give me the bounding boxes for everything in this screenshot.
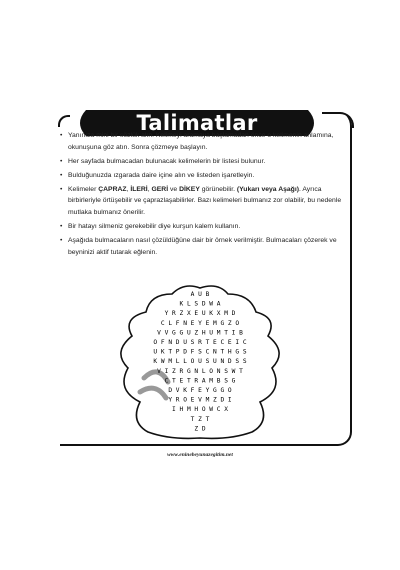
instruction-item xyxy=(60,235,350,258)
instruction-text: Her sayfada bulmacadan bulunacak kelimelerin bir listesi bulunur. xyxy=(68,157,266,165)
instruction-text: görünebilir. xyxy=(199,185,237,193)
instruction-text: DİKEY xyxy=(179,185,200,193)
grid-row: Y R O E V M Z D I xyxy=(168,396,232,404)
grid-row: C T E T R A M B S G xyxy=(164,377,236,385)
instruction-text: ÇAPRAZ xyxy=(98,185,127,193)
grid-row: I H M H O W C X xyxy=(172,406,228,414)
page-title: Talimatlar xyxy=(136,111,258,135)
instruction-item xyxy=(60,184,350,219)
frame-corner-right xyxy=(322,112,354,128)
instruction-text: Kelimeler xyxy=(68,185,99,193)
instruction-text: , xyxy=(147,185,152,193)
instruction-text: Bir hatayı silmeniz gerekebilir diye kurşun kalem kullanın. xyxy=(68,223,241,231)
grid-row: Y R Z X E U K X M D xyxy=(164,310,236,318)
instruction-text: GERİ xyxy=(151,185,169,193)
grid-row: K L S D W A xyxy=(179,300,221,308)
letter-grid xyxy=(153,291,246,432)
puzzle-graphic xyxy=(110,282,290,442)
instruction-item xyxy=(60,221,350,233)
instruction-text: ve xyxy=(168,185,180,193)
grid-row: D V K F E Y G G O xyxy=(168,387,232,394)
instruction-list xyxy=(60,130,350,261)
grid-row: V I Z R G N L O N S W T xyxy=(157,367,243,375)
grid-row: O F N D U S R T E C E I C xyxy=(153,339,247,346)
word-search-puzzle xyxy=(110,282,290,442)
grid-row: C L F N E Y E M G Z O xyxy=(160,319,240,327)
instruction-item xyxy=(60,156,350,168)
instruction-text: , xyxy=(126,185,131,193)
grid-row: Z D xyxy=(194,425,206,433)
shell-stroke-decoration xyxy=(140,372,168,398)
instruction-item xyxy=(60,130,350,153)
instruction-text: . Ayrıca birbirleriyle örtüşebilir ve çaprazlaşabilirler. Bazı kelimeleri bulmanız zor olabilir, bu nedenle mutlaka bulmanız önerilir. xyxy=(68,185,342,217)
instruction-item xyxy=(60,170,350,182)
instruction-text: (Yukarı veya Aşağı) xyxy=(236,185,299,193)
website-footer: www.eninebeyunazegitim.net xyxy=(167,452,233,458)
grid-row: T Z T xyxy=(190,415,210,423)
instruction-text: Aşağıda bulmacaların nasıl çözüldüğüne dair bir örnek verilmiştir. Bulmacaları çözerek ve beyninizi aktif tutarak eğlenin. xyxy=(68,237,337,256)
instruction-text: Yanınıza mini bir sözlük alın. Kelimeyi aramaya başlamadan önce o kelimenin anlamına, okunuşuna göz atın. Sonra çözmeye başlayın. xyxy=(68,132,334,151)
grid-row: K W M L L O U S U N D S S xyxy=(153,358,247,366)
grid-row: V V G G U Z H U M T I B xyxy=(157,329,243,337)
grid-row: U K T P D F S C N T H G S xyxy=(153,348,247,356)
instruction-text: Bulduğunuzda ızgarada daire içine alın ve listeden işaretleyin. xyxy=(68,171,255,179)
grid-row: A U B xyxy=(190,291,210,298)
instruction-text: İLERİ xyxy=(130,185,148,193)
